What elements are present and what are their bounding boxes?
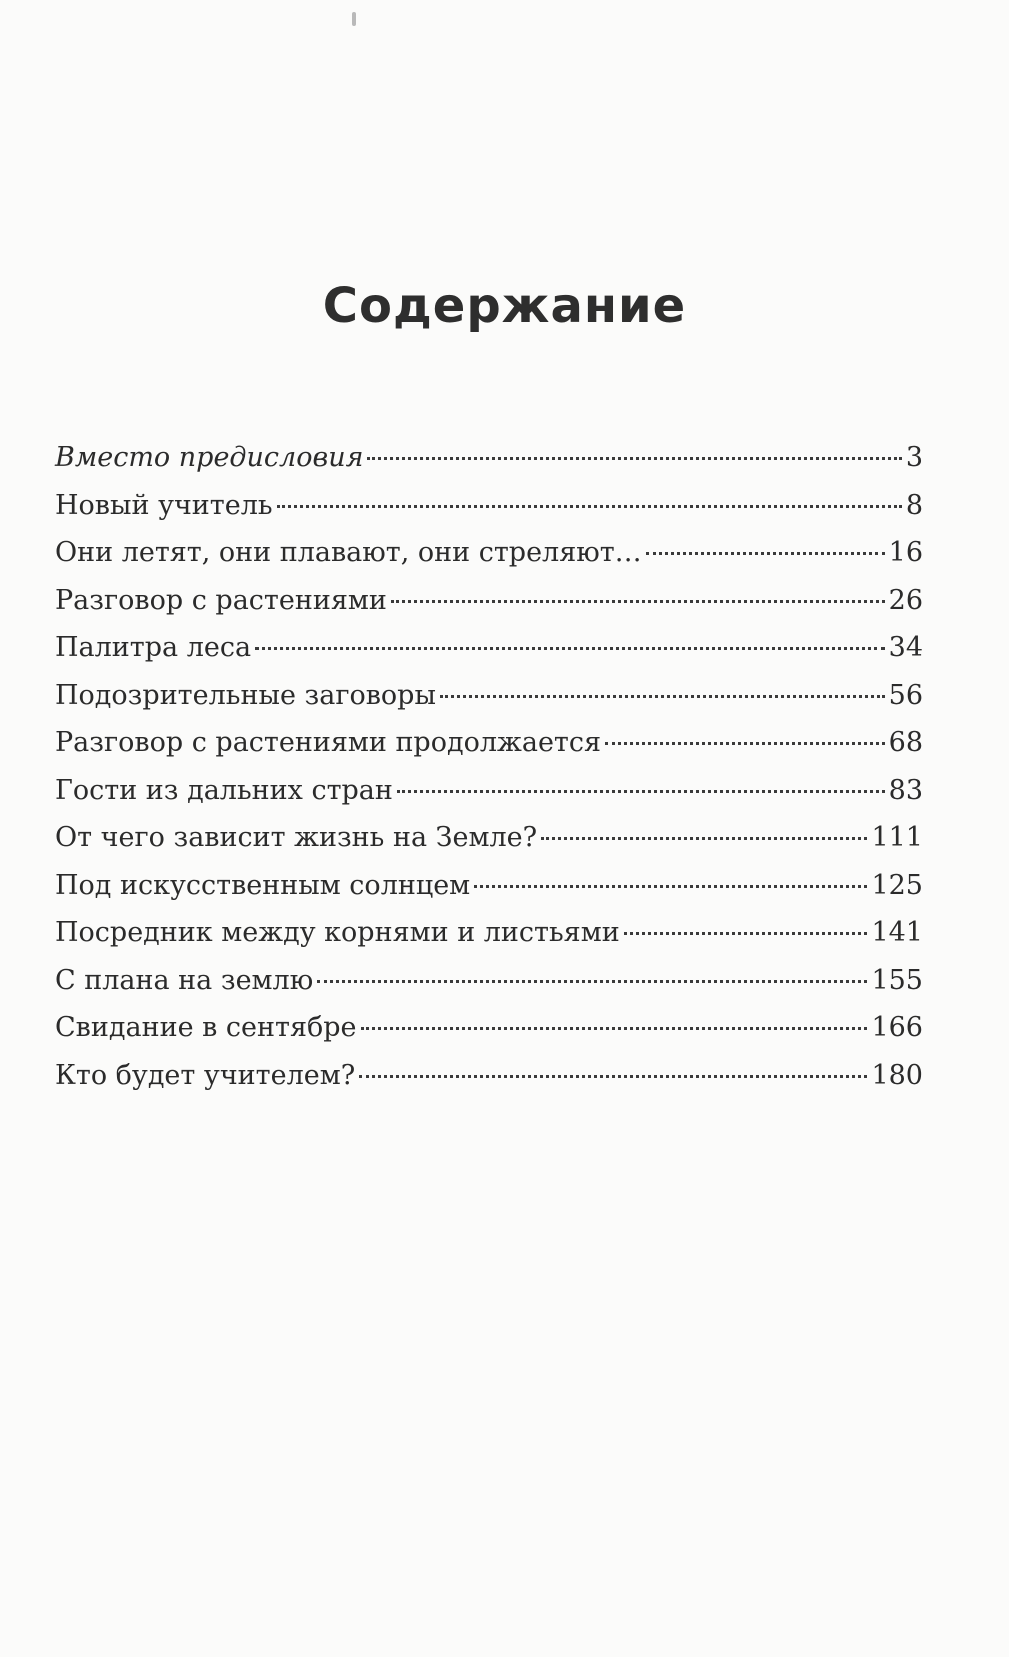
toc-entry-page: 56 <box>888 679 923 711</box>
toc-leader-dots <box>397 790 885 793</box>
toc-entry-title: Под искусственным солнцем <box>55 869 471 901</box>
toc-entry-page: 68 <box>888 727 923 758</box>
toc-entry-title: Вместо предисловия <box>55 442 364 473</box>
toc-entry-page: 3 <box>905 442 923 473</box>
toc-leader-dots <box>440 695 885 698</box>
toc-entry <box>55 966 923 1014</box>
toc-leader-dots <box>474 885 867 888</box>
toc-entry <box>55 776 923 824</box>
toc-entry-page: 83 <box>888 774 923 806</box>
toc-entry-title: Посредник между корнями и листьями <box>55 917 620 948</box>
toc-entry-title: Разговор с растениями продолжается <box>55 727 602 758</box>
toc-entry <box>55 443 923 491</box>
table-of-contents <box>55 443 923 1108</box>
toc-leader-dots <box>646 552 885 555</box>
toc-entry-title: Новый учитель <box>55 489 273 521</box>
print-speck <box>352 12 356 26</box>
toc-entry-title: Разговор с растениями <box>55 584 387 616</box>
toc-entry-title: От чего зависит жизнь на Земле? <box>55 822 538 853</box>
toc-entry <box>55 1061 923 1109</box>
toc-entry-title: Палитра леса <box>55 632 252 663</box>
toc-entry-page: 8 <box>905 489 923 521</box>
toc-entry-page: 111 <box>871 822 923 853</box>
toc-entry <box>55 681 923 729</box>
toc-entry-page: 26 <box>888 584 923 616</box>
toc-entry <box>55 633 923 681</box>
toc-leader-dots <box>277 505 902 508</box>
toc-leader-dots <box>624 932 868 935</box>
toc-entry-page: 155 <box>871 964 923 996</box>
toc-entry <box>55 538 923 586</box>
toc-entry-title: Гости из дальних стран <box>55 774 393 806</box>
toc-entry <box>55 491 923 539</box>
toc-entry <box>55 823 923 871</box>
toc-entry <box>55 586 923 634</box>
toc-entry-page: 34 <box>888 632 923 663</box>
toc-entry-title: Они летят, они плавают, они стреляют… <box>55 537 642 568</box>
toc-leader-dots <box>361 1027 868 1030</box>
toc-entry-page: 180 <box>871 1059 923 1091</box>
toc-leader-dots <box>359 1075 867 1078</box>
page-title: Содержание <box>322 278 687 334</box>
toc-entry-title: Кто будет учителем? <box>55 1059 356 1091</box>
toc-entry <box>55 1013 923 1061</box>
toc-leader-dots <box>255 647 885 650</box>
toc-entry-title: С плана на землю <box>55 964 314 996</box>
toc-entry-page: 125 <box>871 869 923 901</box>
toc-entry-title: Свидание в сентябре <box>55 1012 357 1043</box>
toc-leader-dots <box>391 600 885 603</box>
toc-entry-title: Подозрительные заговоры <box>55 679 436 711</box>
toc-entry <box>55 871 923 919</box>
toc-entry-page: 141 <box>871 917 923 948</box>
toc-leader-dots <box>605 742 885 745</box>
toc-leader-dots <box>317 980 867 983</box>
toc-leader-dots <box>367 457 901 460</box>
toc-entry <box>55 918 923 966</box>
toc-leader-dots <box>541 837 867 840</box>
toc-entry <box>55 728 923 776</box>
toc-entry-page: 166 <box>871 1012 923 1043</box>
toc-entry-page: 16 <box>888 537 923 568</box>
